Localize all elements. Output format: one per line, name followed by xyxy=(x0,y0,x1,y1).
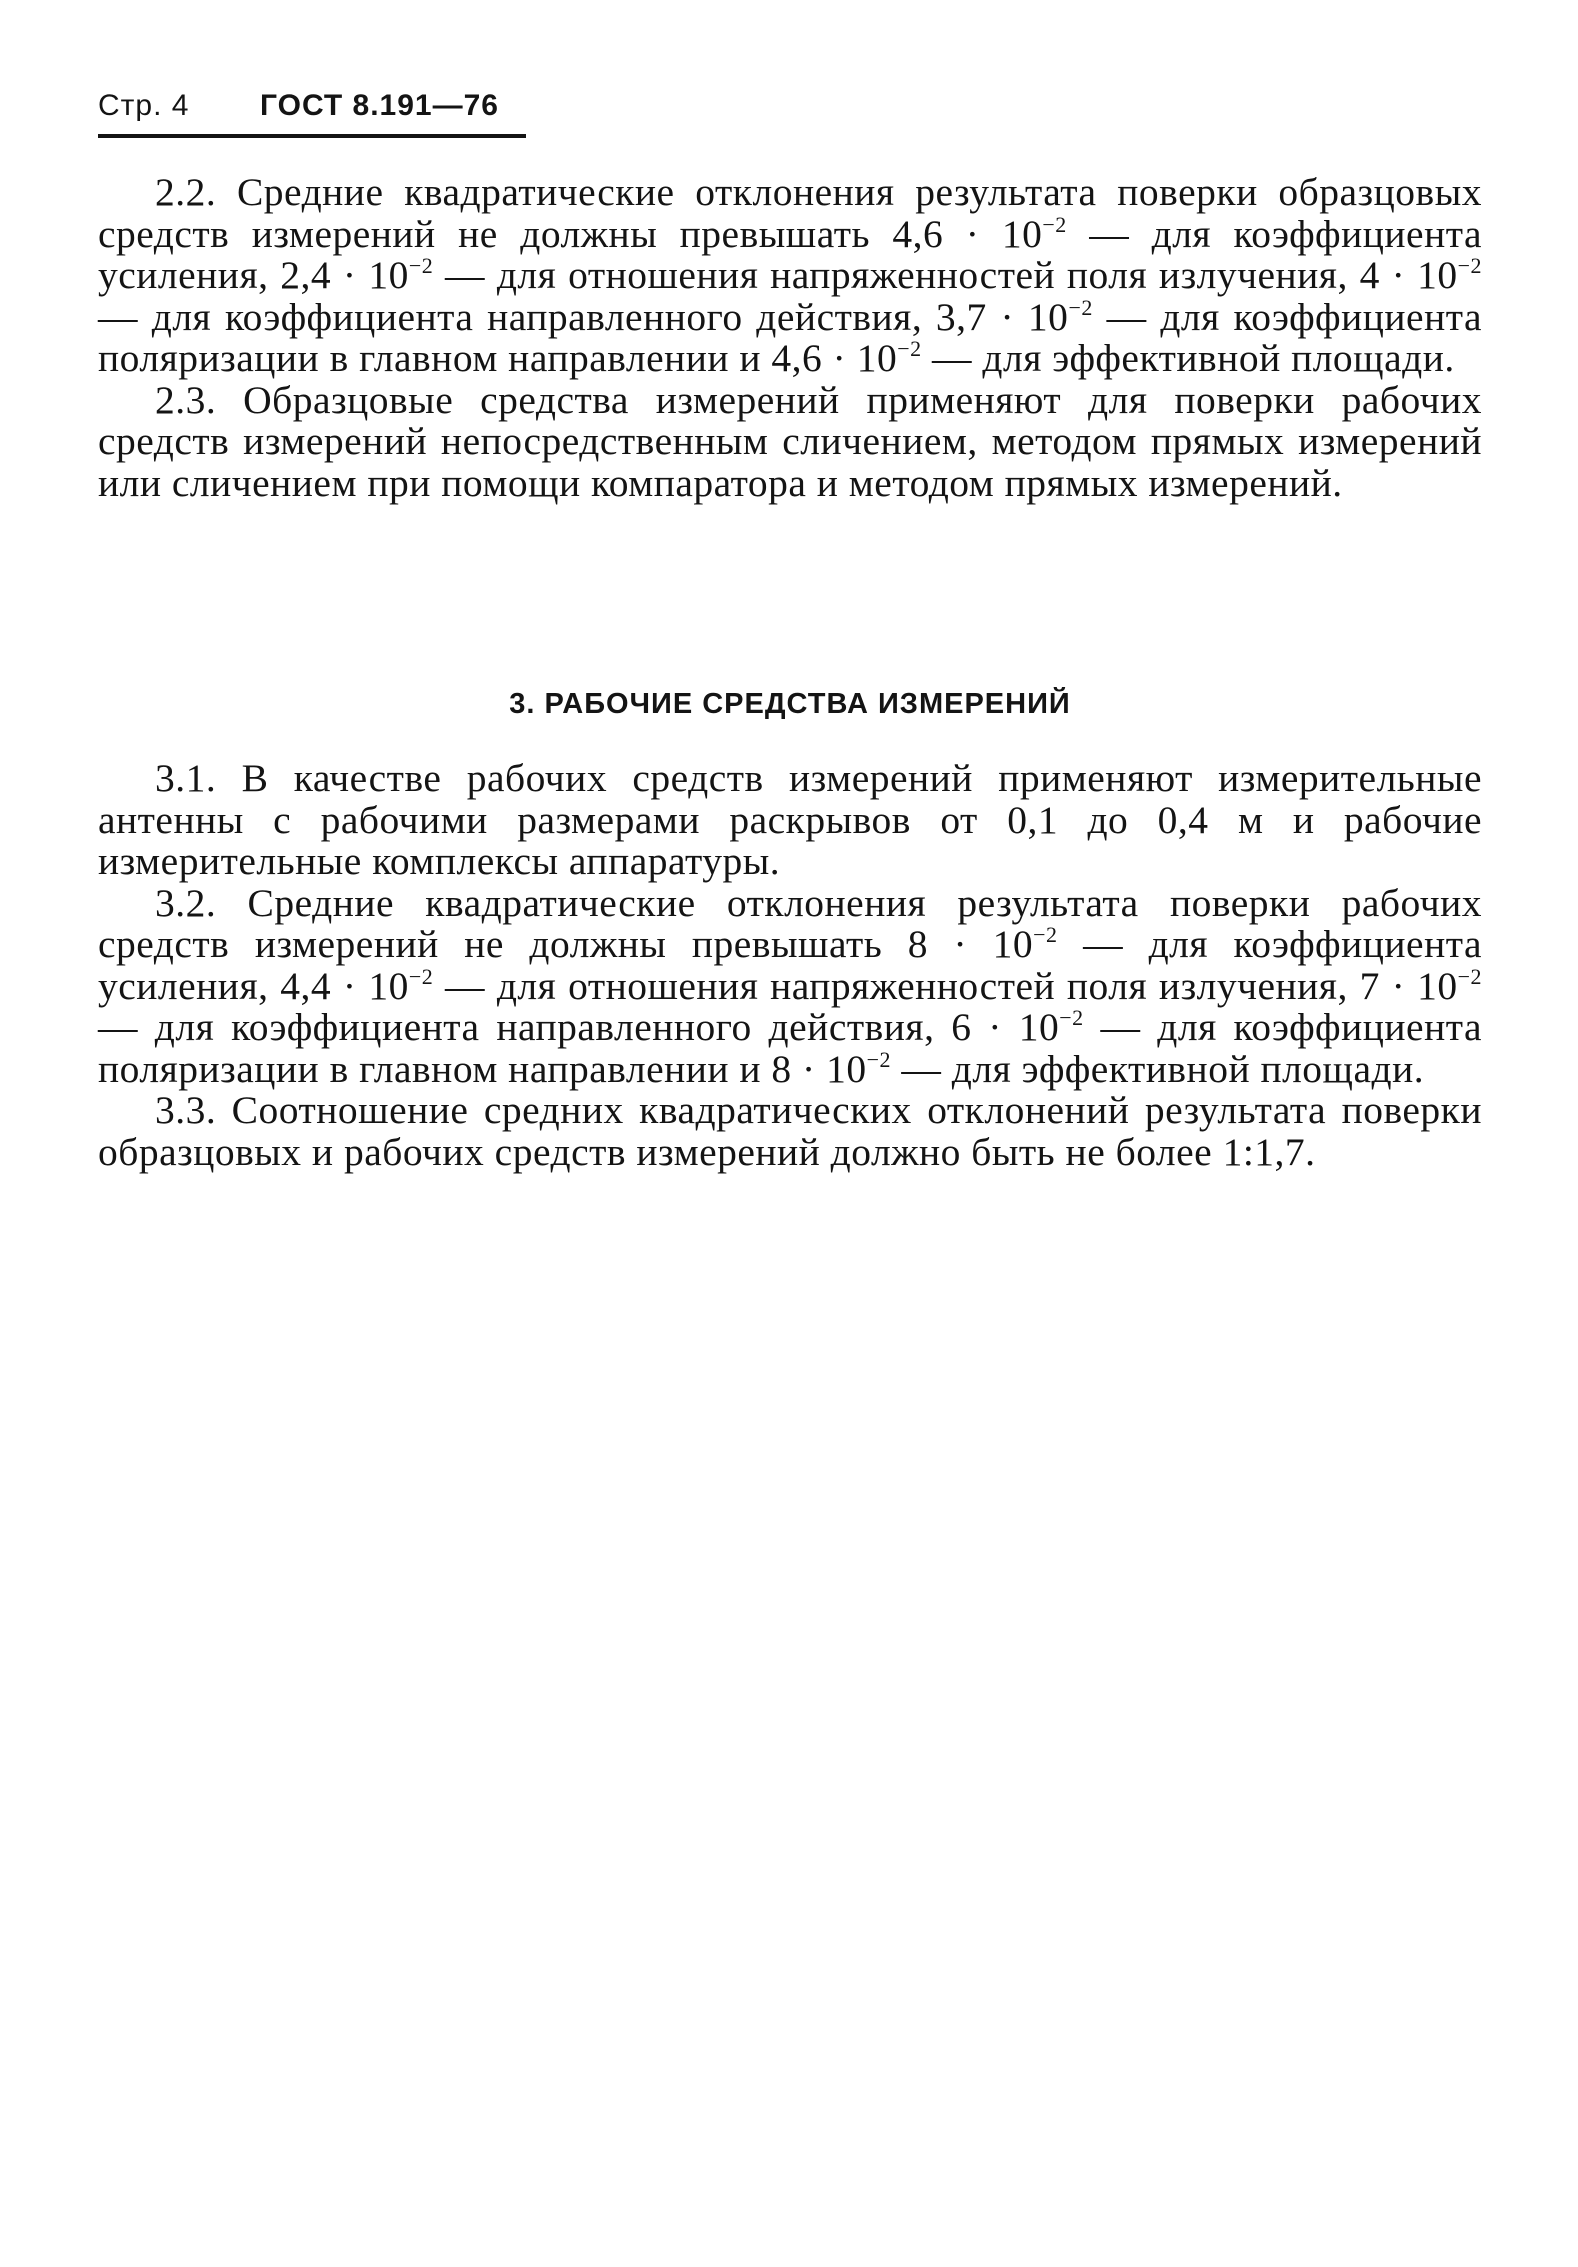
exponent: −2 xyxy=(1457,963,1483,989)
section-3-text xyxy=(98,758,1482,1173)
exponent: −2 xyxy=(1457,253,1483,278)
exponent: −2 xyxy=(408,963,434,989)
section-3-heading: 3. РАБОЧИЕ СРЕДСТВА ИЗМЕРЕНИЙ xyxy=(509,688,1071,720)
paragraph-2-3: 2.3. Образцовые средства измерений применяют для поверки рабочих средств измерений непосредственным сличением, методом прямых измерений или сличением при помощи компаратора и методом прямых измерений. xyxy=(98,377,1482,505)
page-number: Стр. 4 xyxy=(98,89,190,122)
paragraph-3-3: 3.3. Соотношение средних квадратических отклонений результата поверки образцовых и рабочих средств измерений должно быть не более 1:1,7. xyxy=(98,1088,1482,1174)
exponent: −2 xyxy=(1059,1005,1084,1030)
exponent: −2 xyxy=(866,1046,892,1072)
exponent: −2 xyxy=(1033,922,1058,947)
paragraph-2-2: 2.2. Средние квадратические отклонения результата поверки образцовых средств измерений не должны превышать $4,6 \cdot 10^{-2}$ — для коэффициента усиления, $2,4 \cdot 10^{-2}$ — для отношения напряженностей поля излучения, $4 \cdot 10^{-2}$ — для коэффициента направленного действия, $3,7 \cdot 10^{-2}$ — для коэффициента поляризации в главном направлении и $4,6 \cdot 10^{-2}$ — для эффективной площади. xyxy=(98,170,1483,380)
section-2-text xyxy=(98,172,1482,504)
standard-number: ГОСТ 8.191—76 xyxy=(260,89,499,122)
exponent: −2 xyxy=(1042,211,1067,237)
header-rule xyxy=(98,134,526,138)
paragraph-3-1: 3.1. В качестве рабочих средств измерений применяют измерительные антенны с рабочими размерами раскрывов от 0,1 до 0,4 м и рабочие измерительные комплексы аппаратуры. xyxy=(98,756,1482,883)
exponent: −2 xyxy=(1068,294,1093,320)
paragraph-3-2: 3.2. Средние квадратические отклонения результата поверки рабочих средств измерений не должны превышать $8 \cdot 10^{-2}$ — для коэффициента усиления, $4,4 \cdot 10^{-2}$ — для отношения напряженностей поля излучения, $7 \cdot 10^{-2}$ — для коэффициента направленного действия, $6 \cdot 10^{-2}$ — для коэффициента поляризации в главном направлении и $8 \cdot 10^{-2}$ — для эффективной площади. xyxy=(98,880,1483,1091)
exponent: −2 xyxy=(897,336,922,361)
page-header xyxy=(98,86,526,138)
exponent: −2 xyxy=(408,253,434,278)
